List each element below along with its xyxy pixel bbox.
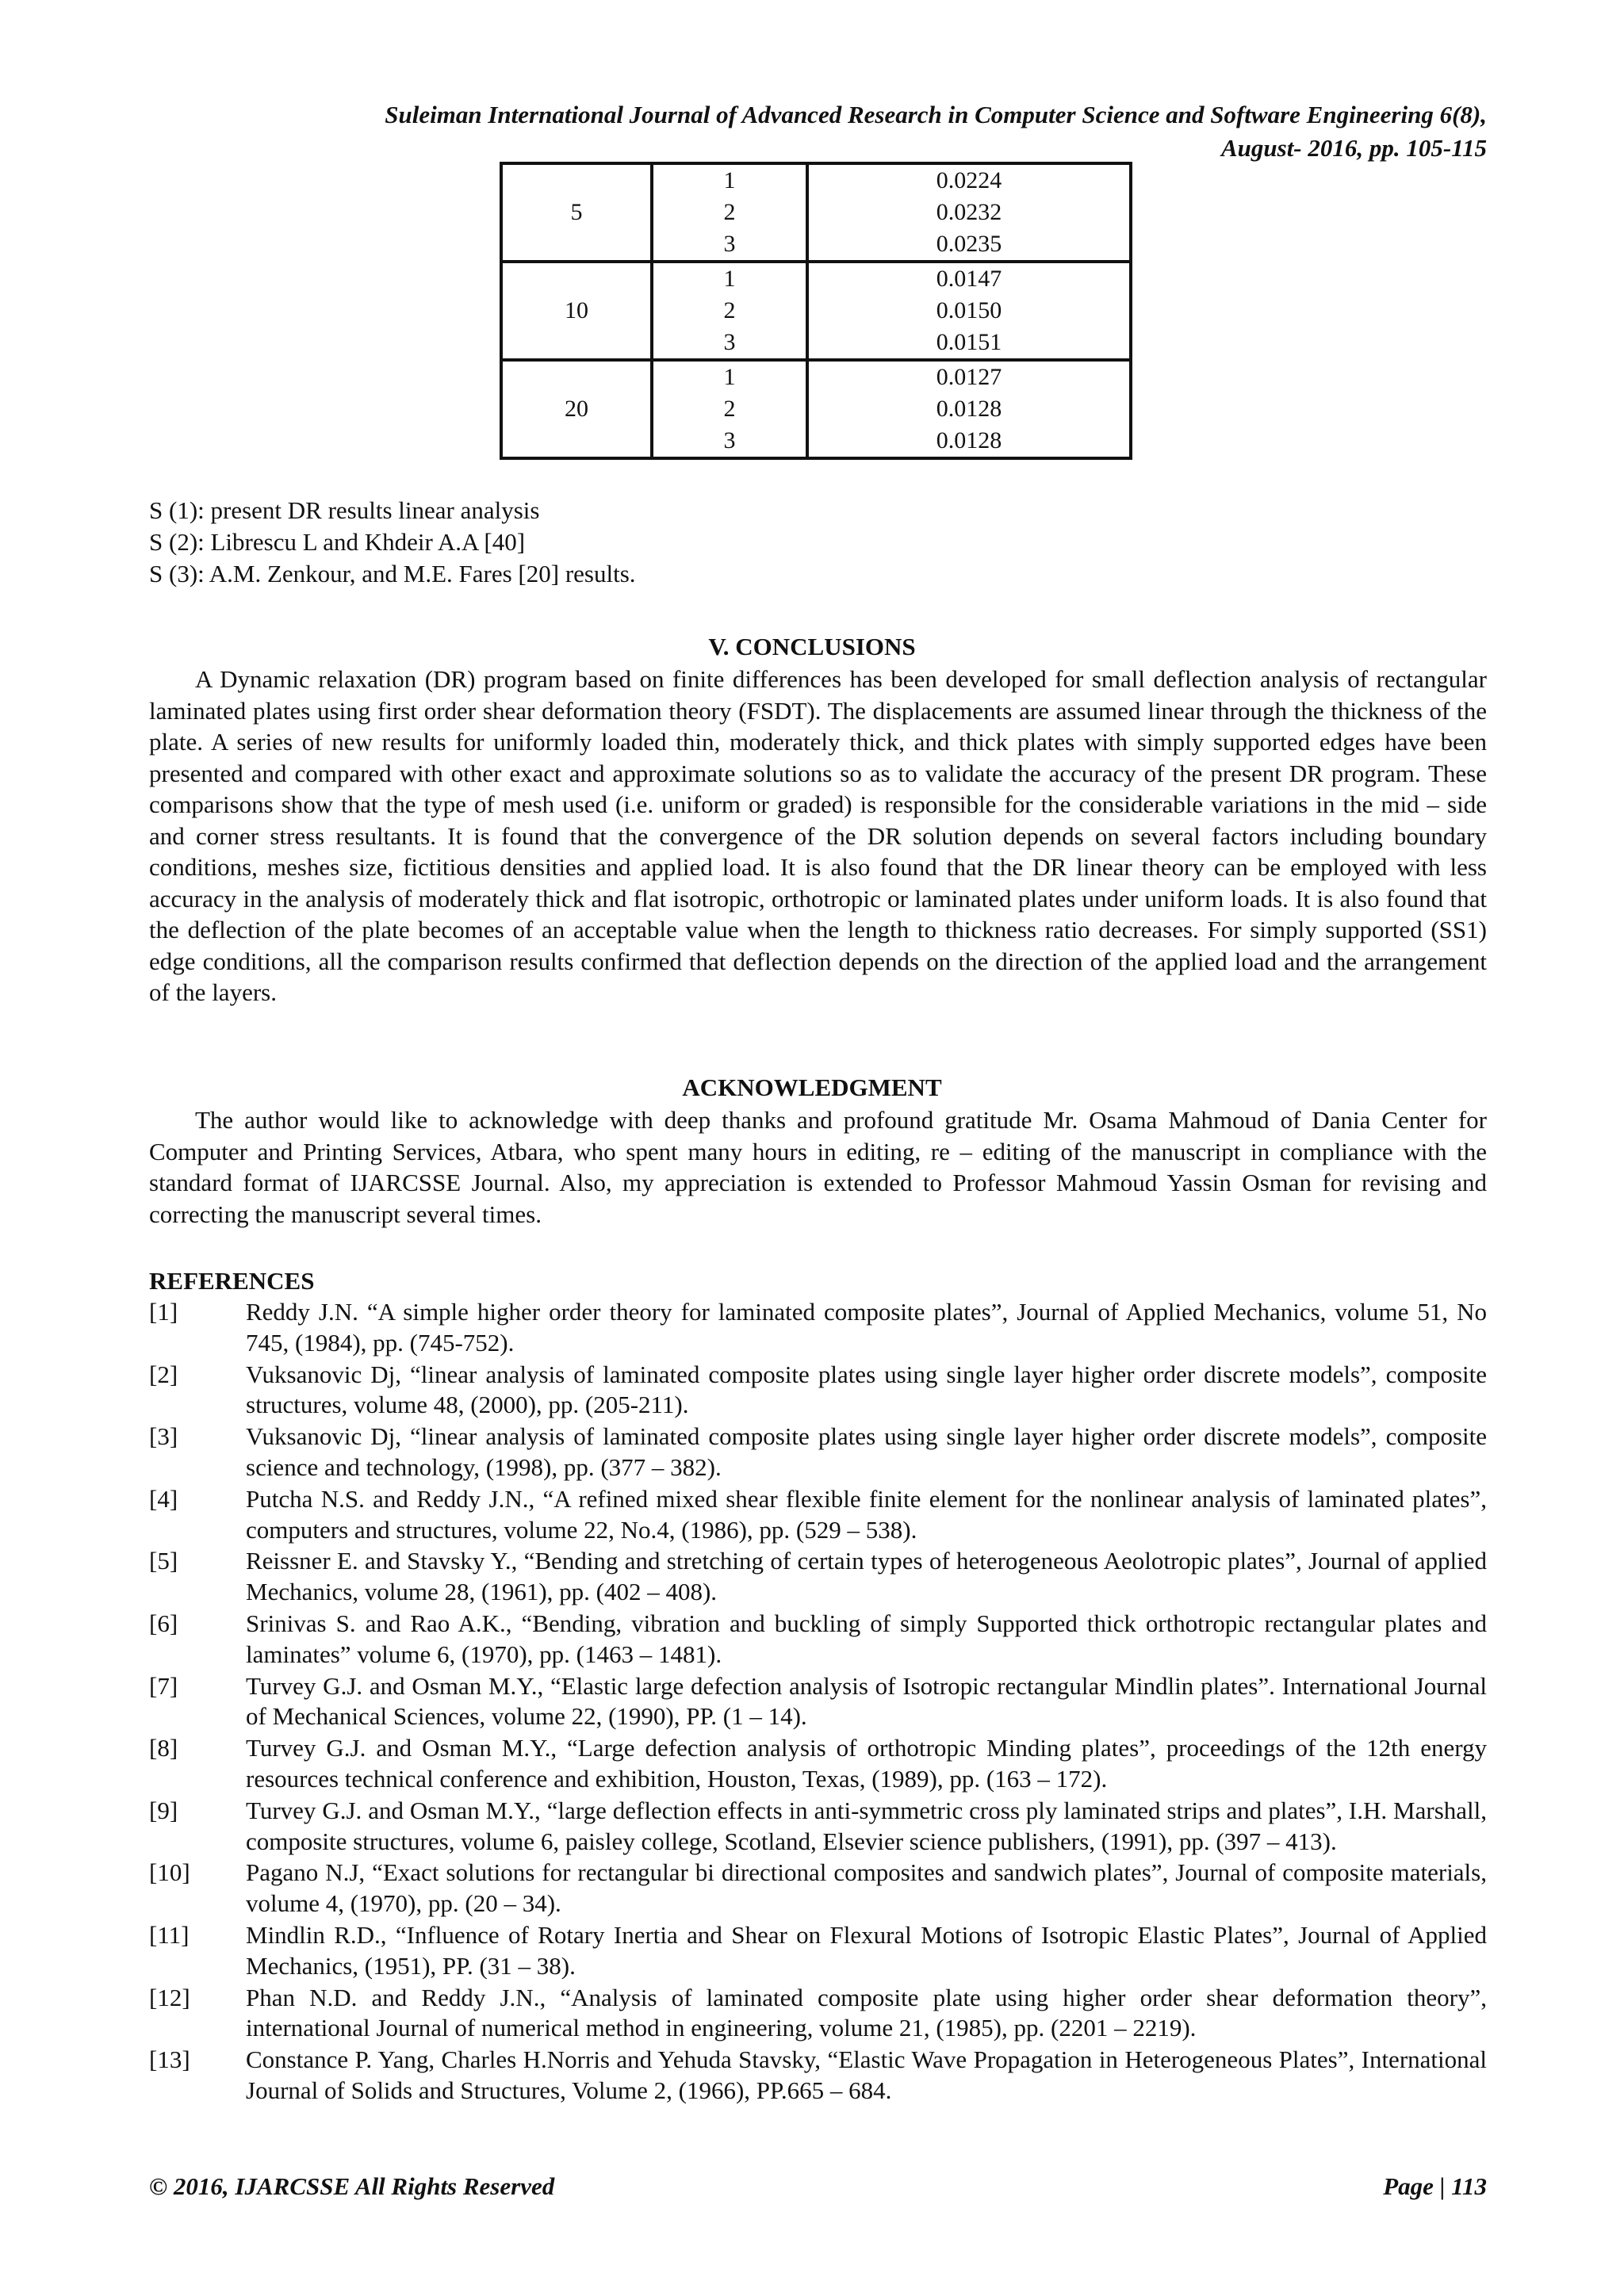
reference-item — [149, 1546, 1487, 1608]
reference-text: Constance P. Yang, Charles H.Norris and Yehuda Stavsky, “Elastic Wave Propagation in Heterogeneous Plates”, International Journal of Solids and Structures, Volume 2, (1966), PP.665 – 684. — [246, 2045, 1487, 2104]
table-row — [501, 360, 1131, 458]
reference-number: [8] — [149, 1734, 178, 1762]
deflection-value: 0.0151 — [936, 329, 1002, 355]
references-heading: REFERENCES — [149, 1267, 315, 1295]
table-legend — [149, 495, 636, 590]
deflection-value: 0.0127 — [936, 364, 1002, 390]
legend-item: S (1): present DR results linear analysis — [149, 496, 540, 524]
reference-item — [149, 1360, 1487, 1422]
reference-item — [149, 1484, 1487, 1546]
value-cell — [807, 262, 1131, 360]
table-row — [501, 163, 1131, 262]
reference-number: [13] — [149, 2045, 190, 2074]
reference-text: Pagano N.J, “Exact solutions for rectangular bi directional composites and sandwich plates”, Journal of composite materials, volume 4, (1970), pp. (20 – 34). — [246, 1858, 1487, 1918]
solution-label: 3 — [723, 231, 736, 257]
page-number: Page | 113 — [1383, 2172, 1487, 2200]
reference-text: Mindlin R.D., “Influence of Rotary Inertia and Shear on Flexural Motions of Isotropic Elastic Plates”, Journal of Applied Mechanics, (1951), PP. (31 – 38). — [246, 1920, 1487, 1980]
reference-item — [149, 1422, 1487, 1483]
reference-item — [149, 1983, 1487, 2045]
reference-item — [149, 1796, 1487, 1858]
ratio-cell: 20 — [501, 360, 652, 458]
reference-text: Turvey G.J. and Osman M.Y., “Large defection analysis of orthotropic Minding plates”, proceedings of the 12th energy resources technical conference and exhibition, Houston, Texas, (1989), pp. (163 – 172). — [246, 1734, 1487, 1793]
reference-text: Srinivas S. and Rao A.K., “Bending, vibration and buckling of simply Supported thick orthotropic rectangular plates and laminates” volume 6, (1970), pp. (1463 – 1481). — [246, 1609, 1487, 1668]
reference-number: [5] — [149, 1547, 178, 1575]
reference-text: Turvey G.J. and Osman M.Y., “large deflection effects in anti-symmetric cross ply laminated strips and plates”, I.H. Marshall, composite structures, volume 6, paisley college, Scotland, Elsevier science publishers, (1991), pp. (397 – 413). — [246, 1796, 1487, 1855]
solution-label: 1 — [723, 266, 736, 292]
reference-item — [149, 2045, 1487, 2107]
legend-item: S (3): A.M. Zenkour, and M.E. Fares [20] results. — [149, 560, 636, 587]
reference-number: [6] — [149, 1609, 178, 1637]
deflection-value: 0.0128 — [936, 396, 1002, 422]
deflection-value: 0.0224 — [936, 167, 1002, 193]
solution-cell — [652, 360, 807, 458]
acknowledgment-heading: ACKNOWLEDGMENT — [682, 1073, 942, 1101]
acknowledgment-paragraph: The author would like to acknowledge with deep thanks and profound gratitude Mr. Osama Mahmoud of Dania Center for Computer and Printing Services, Atbara, who spent many hours in editing, re – editing of the manuscript in compliance with the standard format of IJARCSSE Journal. Also, my appreciation is extended to Professor Mahmoud Yassin Osman for revising and correcting the manuscript several times. — [149, 1106, 1487, 1228]
deflection-value: 0.0128 — [936, 427, 1002, 453]
value-cell — [807, 360, 1131, 458]
reference-item — [149, 1858, 1487, 1919]
reference-text: Phan N.D. and Reddy J.N., “Analysis of laminated composite plate using higher order shear deformation theory”, international Journal of numerical method in engineering, volume 21, (1985), pp. (2201 – 2219). — [246, 1983, 1487, 2042]
reference-number: [1] — [149, 1298, 178, 1326]
references-list — [149, 1297, 1487, 2107]
value-cell — [807, 163, 1131, 262]
solution-label: 2 — [723, 396, 736, 422]
reference-text: Putcha N.S. and Reddy J.N., “A refined mixed shear flexible finite element for the nonlinear analysis of laminated plates”, computers and structures, volume 22, No.4, (1986), pp. (529 – 538). — [246, 1484, 1487, 1544]
reference-item — [149, 1609, 1487, 1670]
ratio-cell: 10 — [501, 262, 652, 360]
reference-text: Reissner E. and Stavsky Y., “Bending and stretching of certain types of heterogeneous Aeolotropic plates”, Journal of applied Mechanics, volume 28, (1961), pp. (402 – 408). — [246, 1547, 1487, 1606]
solution-cell — [652, 163, 807, 262]
reference-text: Turvey G.J. and Osman M.Y., “Elastic large defection analysis of Isotropic rectangular Mindlin plates”. International Journal of Mechanical Sciences, volume 22, (1990), PP. (1 – 14). — [246, 1671, 1487, 1731]
reference-item — [149, 1297, 1487, 1359]
legend-item: S (2): Librescu L and Khdeir A.A [40] — [149, 528, 526, 556]
solution-label: 3 — [723, 329, 736, 355]
deflection-value: 0.0150 — [936, 297, 1002, 323]
reference-text: Vuksanovic Dj, “linear analysis of laminated composite plates using single layer higher order discrete models”, composite science and technology, (1998), pp. (377 – 382). — [246, 1422, 1487, 1481]
solution-label: 3 — [723, 427, 736, 453]
solution-cell — [652, 262, 807, 360]
results-table — [500, 162, 1132, 460]
reference-number: [12] — [149, 1983, 190, 2011]
reference-number: [7] — [149, 1671, 178, 1700]
solution-label: 2 — [723, 199, 736, 225]
journal-title: Suleiman International Journal of Advanced Research in Computer Science and Software Engineering 6(8), — [385, 101, 1487, 128]
solution-label: 1 — [723, 167, 736, 193]
conclusions-paragraph: A Dynamic relaxation (DR) program based on finite differences has been developed for small deflection analysis of rectangular laminated plates using first order shear deformation theory (FSDT). The displacements are assumed linear through the thickness of the plate. A series of new results for uniformly loaded thin, moderately thick, and thick plates with simply supported edges have been presented and compared with other exact and approximate solutions so as to validate the accuracy of the present DR program. These comparisons show that the type of mesh used (i.e. uniform or graded) is responsible for the considerable variations in the mid – side and corner stress resultants. It is found that the convergence of the DR solution depends on several factors including boundary conditions, meshes size, fictitious densities and applied load. It is also found that the DR linear theory can be employed with less accuracy in the analysis of moderately thick and flat isotropic, orthotropic or laminated plates under uniform loads. It is also found that the deflection of the plate becomes of an acceptable value when the length to thickness ratio decreases. For simply supported (SS1) edge conditions, all the comparison results confirmed that deflection depends on the direction of the applied load and the arrangement of the layers. — [149, 665, 1487, 1006]
conclusions-heading: V. CONCLUSIONS — [708, 633, 916, 660]
solution-label: 1 — [723, 364, 736, 390]
ratio-cell: 5 — [501, 163, 652, 262]
running-header — [0, 98, 1487, 165]
table-row — [501, 262, 1131, 360]
solution-label: 2 — [723, 297, 736, 323]
copyright-notice: © 2016, IJARCSSE All Rights Reserved — [149, 2172, 555, 2200]
issue-info: August- 2016, pp. 105-115 — [1220, 134, 1487, 162]
reference-number: [10] — [149, 1858, 190, 1887]
deflection-value: 0.0235 — [936, 231, 1002, 257]
reference-number: [3] — [149, 1422, 178, 1451]
reference-number: [4] — [149, 1484, 178, 1513]
reference-item — [149, 1733, 1487, 1795]
reference-item — [149, 1671, 1487, 1733]
reference-text: Reddy J.N. “A simple higher order theory for laminated composite plates”, Journal of Applied Mechanics, volume 51, No 745, (1984), pp. (745-752). — [246, 1298, 1487, 1357]
reference-number: [2] — [149, 1360, 178, 1388]
deflection-value: 0.0232 — [936, 199, 1002, 225]
reference-text: Vuksanovic Dj, “linear analysis of laminated composite plates using single layer higher order discrete models”, composite structures, volume 48, (2000), pp. (205-211). — [246, 1360, 1487, 1419]
reference-number: [9] — [149, 1796, 178, 1824]
deflection-value: 0.0147 — [936, 266, 1002, 292]
reference-number: [11] — [149, 1920, 190, 1949]
reference-item — [149, 1920, 1487, 1982]
